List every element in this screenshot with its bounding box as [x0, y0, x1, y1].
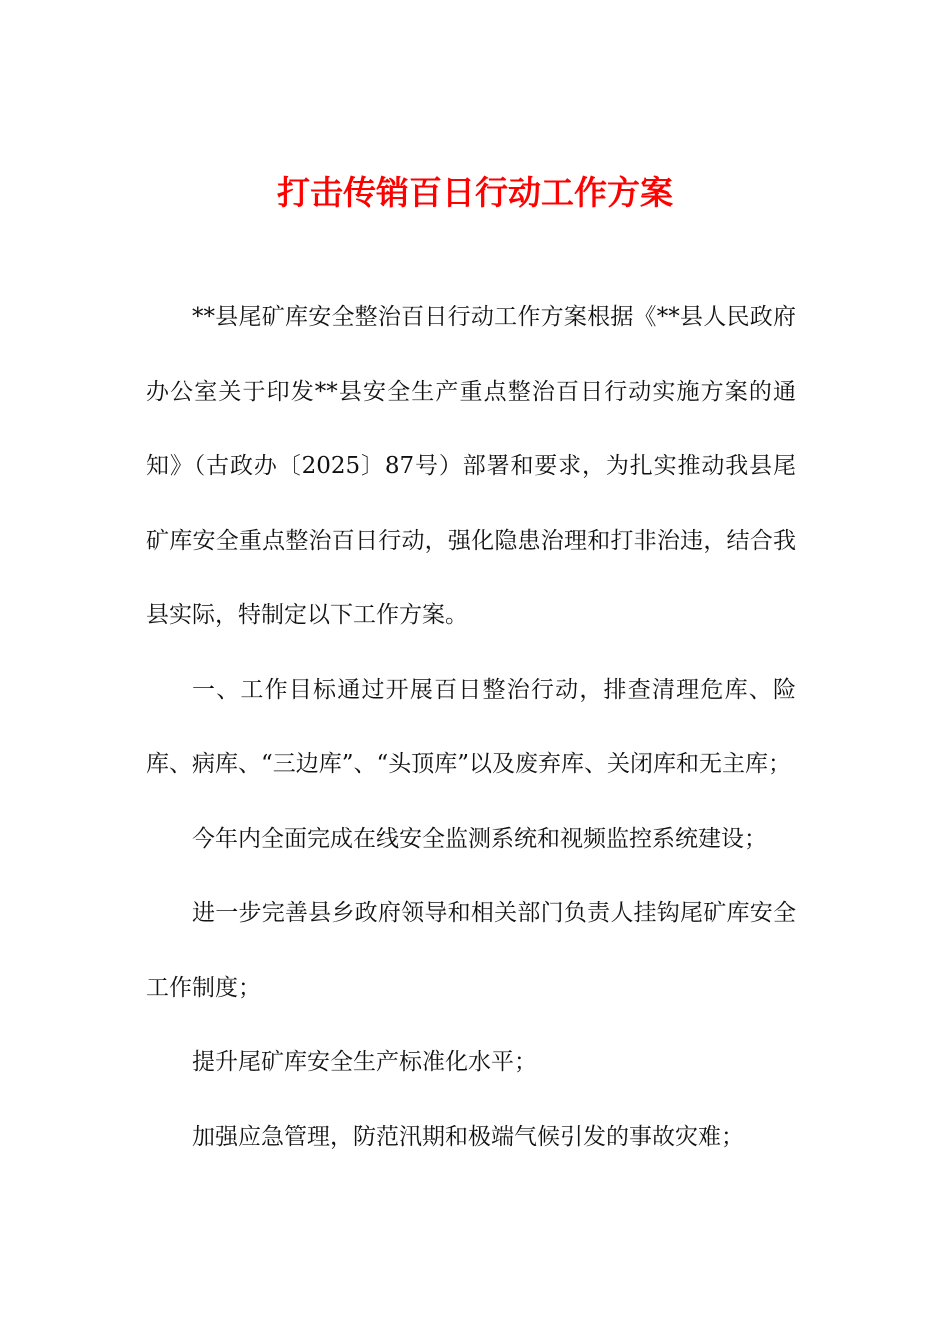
paragraph-emergency: 加强应急管理，防范汛期和极端气候引发的事故灾难； — [192, 1123, 744, 1150]
paragraph-standardization: 提升尾矿库安全生产标准化水平； — [192, 1049, 537, 1075]
document-body — [146, 280, 796, 1174]
paragraph-intro: **县尾矿库安全整治百日行动工作方案根据《**县人民政府办公室关于印发**县安全生产重点整治百日行动实施方案的通知》（古政办〔2025〕87号）部署和要求，为扎实推动我县尾矿库安全重点整治百日行动，强化隐患治理和打非治违，结合我县实际，特制定以下工作方案。 — [146, 304, 796, 628]
document-title: 打击传销百日行动工作方案 — [277, 173, 673, 213]
paragraph-responsibility: 进一步完善县乡政府领导和相关部门负责人挂钩尾矿库安全工作制度； — [146, 900, 796, 1001]
paragraph-goals: 一、工作目标通过开展百日整治行动，排查清理危库、险库、病库、“三边库”、“头顶库”以及废弃库、关闭库和无主库； — [146, 676, 796, 777]
paragraph-monitoring: 今年内全面完成在线安全监测系统和视频监控系统建设； — [192, 825, 767, 852]
